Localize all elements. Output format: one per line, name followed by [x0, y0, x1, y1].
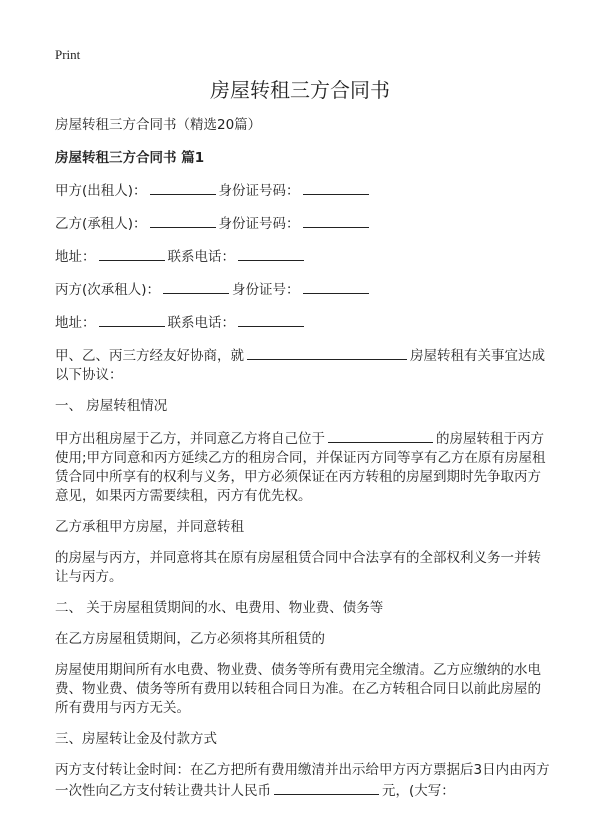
page-title: 房屋转租三方合同书 [210, 78, 390, 102]
intro-text: 甲、乙、丙三方经友好协商，就 [55, 348, 244, 364]
s1-text-end: 的房屋转租于丙方使用;甲方同意和丙方延续乙方的租房合同，并保证丙方同等享有乙方在原有房屋租赁合同中所享有的权利与义务，甲方必须保证在丙方转租的房屋到期时先争取丙方意见，如果丙方需要续租，丙方有优先权。 [55, 431, 546, 504]
print-label[interactable]: Print [55, 47, 81, 62]
address-label: 地址： [55, 249, 96, 265]
id-b-label: 身份证号码： [218, 216, 300, 232]
id-a-blank[interactable] [303, 180, 369, 195]
section-2-paragraph-2: 房屋使用期间所有水电费、物业费、债务等所有费用完全缴清。乙方应缴纳的水电费、物业费、债务等所有费用以转租合同日为准。在乙方转租合同日以前此房屋的所有费用与丙方无关。 [55, 662, 541, 716]
phone-label: 联系电话： [167, 249, 235, 265]
section-1-paragraph-2: 乙方承租甲方房屋，并同意转租 [55, 519, 244, 535]
phone-label: 联系电话： [167, 315, 235, 331]
party-b-blank[interactable] [150, 213, 216, 228]
s1-location-blank[interactable] [328, 428, 433, 443]
address-label: 地址： [55, 315, 96, 331]
id-b-blank[interactable] [303, 213, 369, 228]
s3-text-end: 元，(大写： [382, 783, 455, 799]
intro-text-end: 房屋转租有关事宜达成以下协议： [55, 348, 545, 383]
section-3-paragraph [55, 761, 550, 801]
section-heading: 房屋转租三方合同书 篇1 [55, 150, 205, 166]
intro-paragraph [55, 345, 550, 385]
amount-blank[interactable] [274, 780, 379, 795]
section-1-heading: 一、 房屋转租情况 [55, 398, 168, 414]
section-3-heading: 三、房屋转让金及付款方式 [55, 731, 217, 747]
address-blank[interactable] [99, 312, 165, 327]
party-c-blank[interactable] [163, 279, 229, 294]
s1-text: 甲方出租房屋于乙方，并同意乙方将自己位于 [55, 431, 325, 447]
party-b-row [55, 213, 550, 234]
section-1-paragraph-3: 的房屋与丙方，并同意将其在原有房屋租赁合同中合法享有的全部权利义务一并转让与丙方。 [55, 550, 541, 585]
subtitle: 房屋转租三方合同书（精选20篇） [55, 117, 262, 133]
party-a-label: 甲方(出租人)： [55, 183, 147, 199]
intro-blank[interactable] [247, 345, 407, 360]
party-a-row [55, 180, 550, 201]
section-2-paragraph-1: 在乙方房屋租赁期间，乙方必须将其所租赁的 [55, 631, 325, 647]
id-c-label: 身份证号： [232, 282, 300, 298]
id-a-label: 身份证号码： [218, 183, 300, 199]
section-1-paragraph [55, 428, 550, 506]
party-a-blank[interactable] [150, 180, 216, 195]
section-2-heading: 二、 关于房屋租赁期间的水、电费用、物业费、债务等 [55, 600, 384, 616]
party-b-label: 乙方(承租人)： [55, 216, 147, 232]
id-c-blank[interactable] [303, 279, 369, 294]
address-blank[interactable] [99, 246, 165, 261]
phone-blank[interactable] [238, 246, 304, 261]
party-c-row [55, 279, 550, 300]
party-c-label: 丙方(次承租人)： [55, 282, 161, 298]
s3-text: 丙方支付转让金时间：在乙方把所有费用缴清并出示给甲方丙方票据后3日内由丙方一次性向乙方支付转让费共计人民币 [55, 762, 550, 799]
phone-blank[interactable] [238, 312, 304, 327]
address-row-2 [55, 312, 550, 333]
address-row-1 [55, 246, 550, 267]
